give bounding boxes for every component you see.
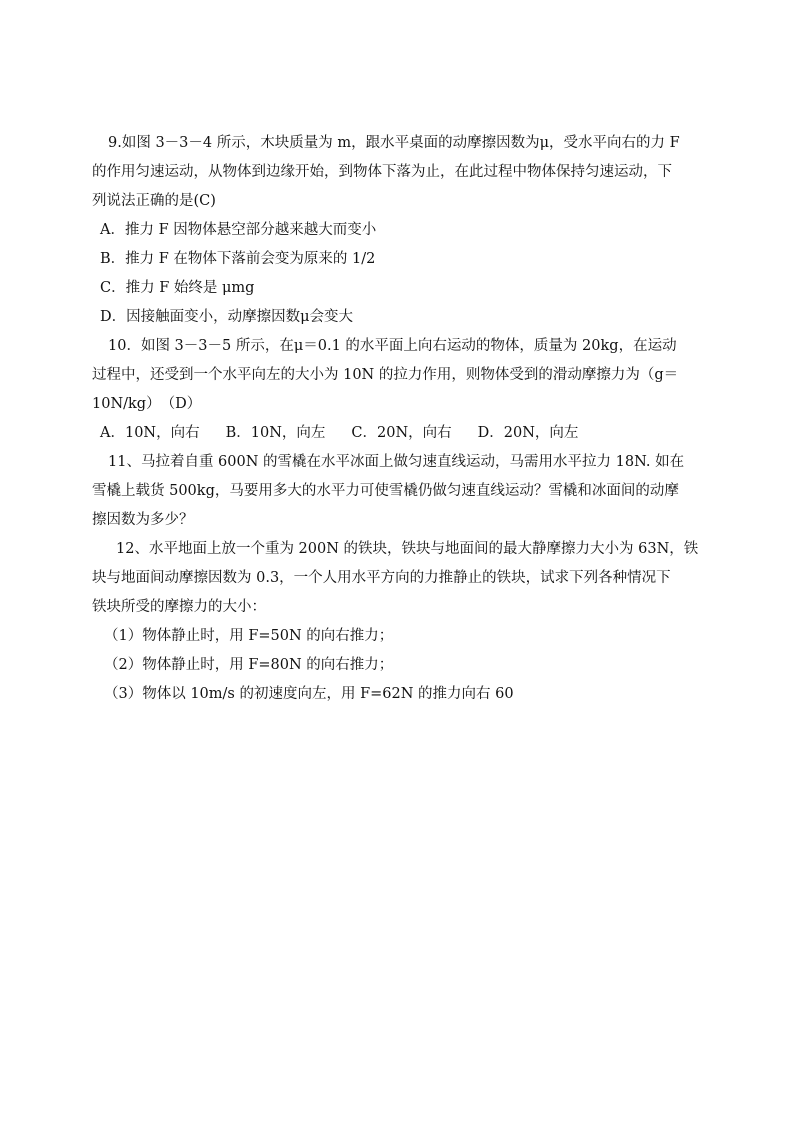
q10-option-a: A．10N，向右 <box>100 425 200 441</box>
q9-line-2: 的作用匀速运动，从物体到边缘开始，到物体下落为止，在此过程中物体保持匀速运动，下 <box>92 164 672 180</box>
q11-line-3: 擦因数为多少？ <box>92 512 194 528</box>
q10-line-2: 过程中，还受到一个水平向左的大小为 10N 的拉力作用，则物体受到的滑动摩擦力为（g＝ <box>92 367 679 383</box>
question-9 <box>92 129 732 332</box>
question-12 <box>92 535 732 709</box>
q11-line-2: 雪橇上载货 500kg，马要用多大的水平力可使雪橇仍做匀速直线运动？雪橇和冰面间的动摩 <box>92 483 679 499</box>
q10-option-c: C．20N，向右 <box>351 425 452 441</box>
q10-line-3: 10N/kg） （D） <box>92 396 202 412</box>
q12-item-1: （1）物体静止时，用 F=50N 的向右推力； <box>104 628 394 644</box>
question-11 <box>92 448 732 535</box>
q12-line-3: 铁块所受的摩擦力的大小： <box>92 599 266 615</box>
q9-option-c: C．推力 F 始终是 μmg <box>100 280 255 296</box>
document-content <box>92 129 732 709</box>
q9-option-b: B．推力 F 在物体下落前会变为原来的 1/2 <box>100 251 376 267</box>
q10-option-b: B．10N，向左 <box>225 425 326 441</box>
question-10 <box>92 332 732 448</box>
q12-line-1: 12、水平地面上放一个重为 200N 的铁块，铁块与地面间的最大静摩擦力大小为 63N，铁 <box>116 541 699 557</box>
q10-line-1: 10．如图 3－3－5 所示，在μ＝0.1 的水平面上向右运动的物体，质量为 20kg，在运动 <box>108 338 677 354</box>
q12-line-2: 块与地面间动摩擦因数为 0.3，一个人用水平方向的力推静止的铁块，试求下列各种情况下 <box>92 570 671 586</box>
q10-options <box>92 419 732 448</box>
q12-item-3: （3）物体以 10m/s 的初速度向左，用 F=62N 的推力向右 60 <box>104 686 514 702</box>
q9-line-1: 9.如图 3－3－4 所示，木块质量为 m，跟水平桌面的动摩擦因数为μ，受水平向右的力 F <box>108 135 680 151</box>
q9-line-3: 列说法正确的是(C) <box>92 193 216 209</box>
q12-item-2: （2）物体静止时，用 F=80N 的向右推力； <box>104 657 394 673</box>
q11-line-1: 11、马拉着自重 600N 的雪橇在水平冰面上做匀速直线运动，马需用水平拉力 18N. 如在 <box>108 454 685 470</box>
q10-option-d: D．20N，向左 <box>477 425 579 441</box>
q9-option-d: D．因接触面变小，动摩擦因数μ会变大 <box>100 309 354 325</box>
q9-option-a: A．推力 F 因物体悬空部分越来越大而变小 <box>100 222 377 238</box>
